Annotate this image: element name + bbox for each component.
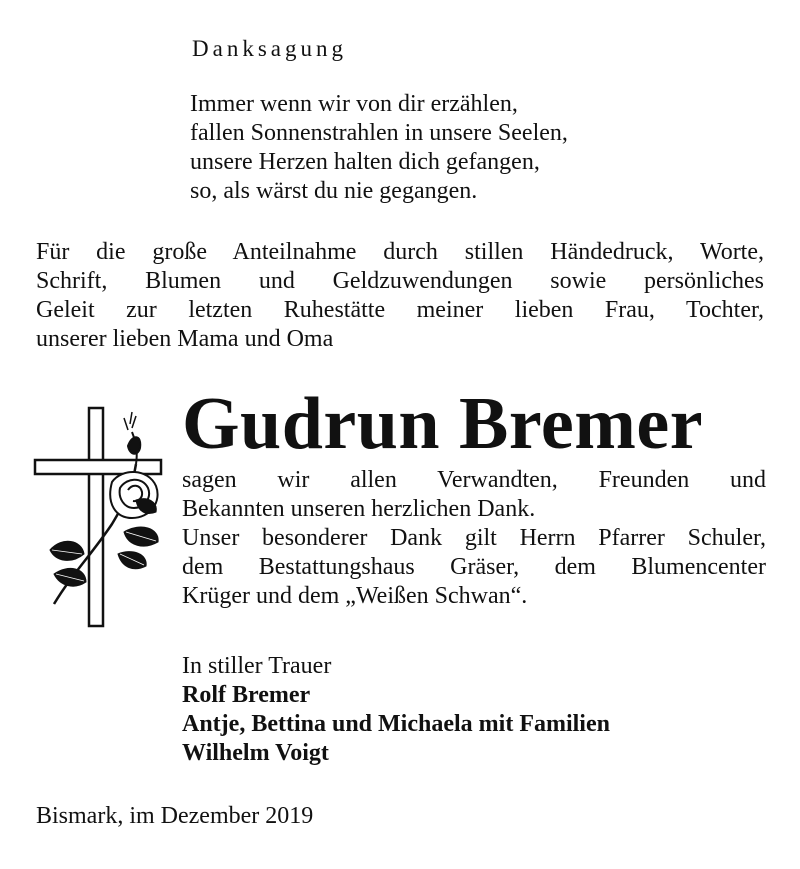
thanks-paragraph bbox=[182, 466, 766, 611]
signatory-name: Rolf Bremer bbox=[182, 682, 311, 708]
thanks-line: Unser besonderer Dank gilt Herrn Pfarrer Schuler, bbox=[182, 525, 766, 551]
intro-line: unserer lieben Mama und Oma bbox=[36, 326, 334, 352]
intro-line: Für die große Anteilnahme durch stillen Händedruck, Worte, bbox=[36, 239, 764, 265]
poem-line: so, als wärst du nie gegangen. bbox=[190, 178, 478, 204]
poem-line: Immer wenn wir von dir erzählen, bbox=[190, 91, 518, 117]
notice-heading: Danksagung bbox=[192, 36, 347, 61]
mourning-label: In stiller Trauer bbox=[182, 653, 332, 679]
poem-line: fallen Sonnenstrahlen in unsere Seelen, bbox=[190, 120, 568, 146]
thanks-line: sagen wir allen Verwandten, Freunden und bbox=[182, 467, 766, 493]
poem-line: unsere Herzen halten dich gefangen, bbox=[190, 149, 540, 175]
deceased-name: Gudrun Bremer bbox=[182, 383, 704, 465]
signatory-name: Antje, Bettina und Michaela mit Familien bbox=[182, 711, 610, 737]
intro-paragraph bbox=[36, 238, 764, 354]
cross-with-rose-icon bbox=[32, 404, 166, 630]
thanks-line: Bekannten unseren herzlichen Dank. bbox=[182, 496, 536, 522]
place-date: Bismark, im Dezember 2019 bbox=[36, 803, 314, 829]
intro-line: Schrift, Blumen und Geldzuwendungen sowie persönliches bbox=[36, 268, 764, 294]
thanks-line: dem Bestattungshaus Gräser, dem Blumencenter bbox=[182, 554, 766, 580]
signature-block bbox=[182, 652, 610, 768]
signatory-name: Wilhelm Voigt bbox=[182, 740, 329, 766]
intro-line: Geleit zur letzten Ruhestätte meiner lieben Frau, Tochter, bbox=[36, 297, 764, 323]
poem bbox=[190, 90, 568, 206]
thanks-line: Krüger und dem „Weißen Schwan“. bbox=[182, 583, 528, 609]
